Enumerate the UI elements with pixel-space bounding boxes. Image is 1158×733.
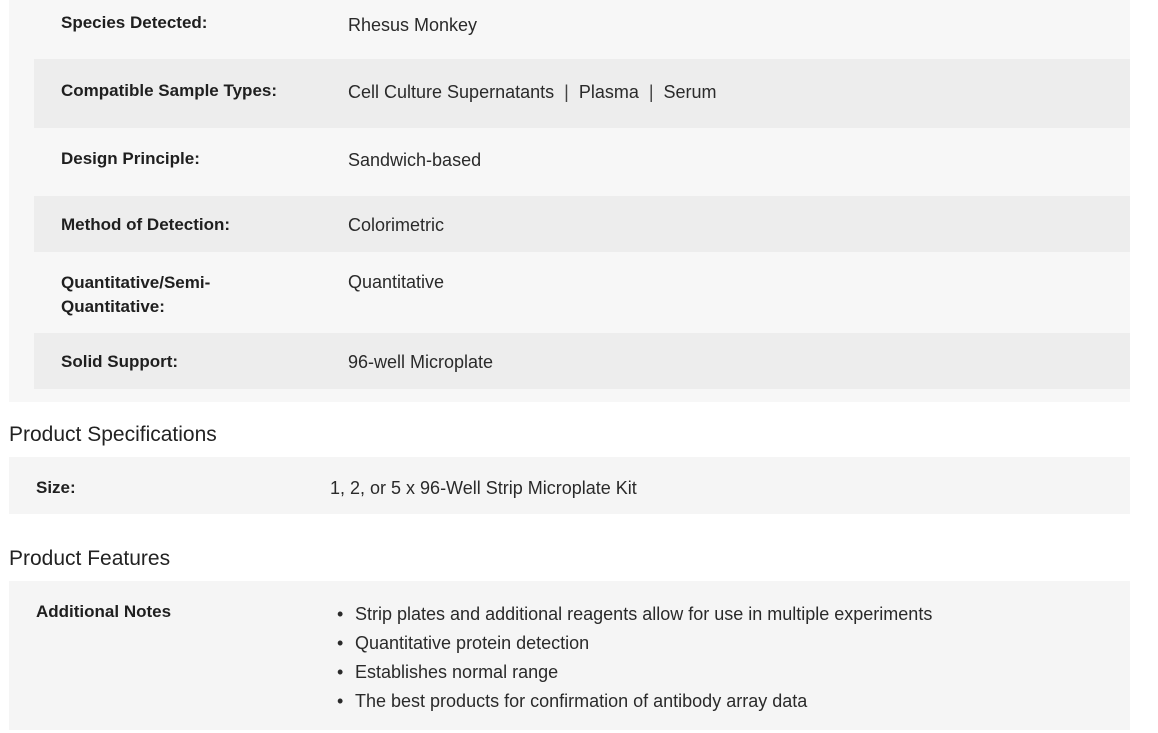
solid-support-value: 96-well Microplate: [348, 352, 494, 372]
additional-notes-label: Additional Notes: [36, 602, 172, 621]
quantitative-label-line2: Quantitative:: [61, 297, 165, 316]
details-row-design-principle: [34, 128, 1130, 196]
sample-type-separator: |: [648, 82, 654, 102]
bullet-icon: •: [337, 604, 344, 624]
list-item: [335, 687, 932, 716]
list-item: [335, 658, 932, 687]
size-label: Size:: [36, 478, 76, 497]
design-principle-label: Design Principle:: [61, 149, 200, 168]
species-value: Rhesus Monkey: [348, 15, 478, 35]
additional-notes-list: [335, 600, 932, 716]
sample-type-serum: Serum: [663, 82, 717, 102]
solid-support-label: Solid Support:: [61, 352, 179, 371]
detection-method-label: Method of Detection:: [61, 215, 231, 234]
list-item: [335, 629, 932, 658]
bullet-icon: •: [337, 662, 344, 682]
note-text: Quantitative protein detection: [355, 633, 590, 653]
product-specifications-panel: [9, 457, 1130, 514]
details-row-sample-types: [34, 59, 1130, 128]
sample-type-plasma: Plasma: [578, 82, 639, 102]
detection-method-value: Colorimetric: [348, 215, 445, 235]
note-text: The best products for confirmation of antibody array data: [355, 691, 808, 711]
note-text: Strip plates and additional reagents allow for use in multiple experiments: [355, 604, 933, 624]
product-features-panel: [9, 581, 1130, 730]
product-specifications-heading: Product Specifications: [9, 423, 217, 446]
note-text: Establishes normal range: [355, 662, 559, 682]
details-row-detection-method: [34, 196, 1130, 252]
details-row-species: [34, 0, 1130, 59]
design-principle-value: Sandwich-based: [348, 150, 482, 170]
product-features-heading: Product Features: [9, 547, 171, 570]
sample-type-cell-culture: Cell Culture Supernatants: [348, 82, 555, 102]
bullet-icon: •: [337, 633, 344, 653]
sample-types-label: Compatible Sample Types:: [61, 81, 278, 100]
species-label: Species Detected:: [61, 13, 208, 32]
quantitative-value: Quantitative: [348, 272, 445, 292]
quantitative-label: [61, 271, 291, 319]
size-value: 1, 2, or 5 x 96-Well Strip Microplate Kit: [330, 478, 637, 498]
quantitative-label-line1: Quantitative/Semi-: [61, 273, 211, 292]
sample-type-separator: |: [564, 82, 569, 102]
list-item: [335, 600, 932, 629]
bullet-icon: •: [337, 691, 344, 711]
sample-types-value: [348, 80, 717, 104]
product-details-table: [9, 0, 1130, 402]
details-row-quantitative: [34, 252, 1130, 333]
details-row-solid-support: [34, 333, 1130, 389]
